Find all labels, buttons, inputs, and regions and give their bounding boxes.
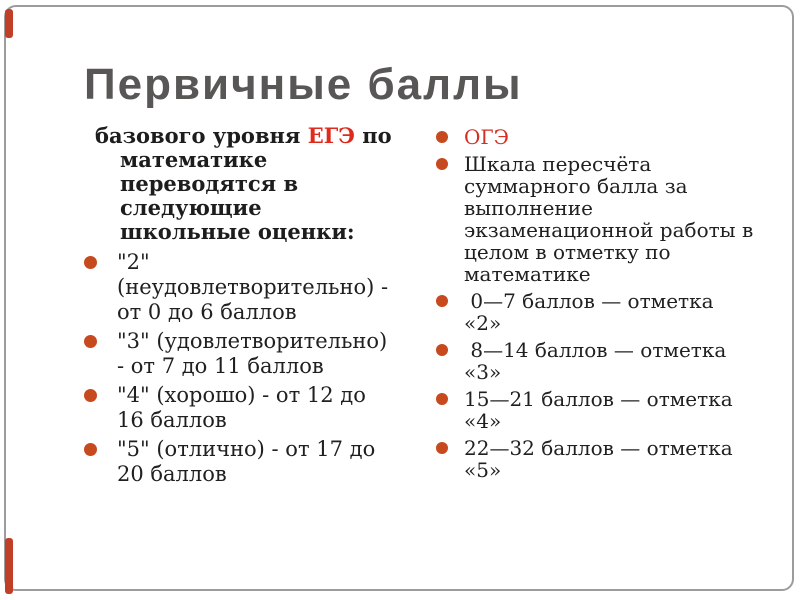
- bullet-icon: [84, 389, 97, 402]
- list-item-text: Шкала пересчёта суммарного балла за выполнение экзаменационной работы в целом в отметку по математике: [464, 152, 760, 286]
- bullet-icon: [436, 131, 448, 143]
- intro-paragraph: [84, 124, 398, 244]
- list-item-text: "5" (отлично) - от 17 до 20 баллов: [117, 437, 382, 486]
- bullet-icon: [436, 393, 448, 405]
- intro-text-after: по математике переводятся в следующие школьные оценки:: [120, 123, 392, 244]
- list-item-grade-4: [84, 383, 398, 433]
- list-item-grade-5: [84, 437, 398, 487]
- list-item-text: "4" (хорошо) - от 12 до 16 баллов: [117, 383, 373, 432]
- bullet-icon: [436, 295, 448, 307]
- bullet-icon: [436, 442, 448, 454]
- bullet-icon: [84, 443, 97, 456]
- list-item-oge-heading: [436, 126, 756, 148]
- bullet-icon: [84, 256, 97, 269]
- slide-title: Первичные баллы: [84, 60, 523, 109]
- intro-highlight-ege: ЕГЭ: [307, 123, 355, 148]
- list-item-grade-3: [84, 329, 398, 379]
- ege-grade-list: [84, 250, 398, 487]
- list-item-mark-5: [436, 437, 756, 481]
- list-item-mark-2: [436, 290, 756, 334]
- list-item-text: ОГЭ: [464, 125, 509, 149]
- list-item-text: "3" (удовлетворительно) - от 7 до 11 баллов: [117, 329, 394, 378]
- list-item-mark-4: [436, 388, 756, 432]
- list-item-scale-description: [436, 152, 760, 286]
- right-column: [436, 125, 760, 482]
- list-item-text: 22—32 баллов — отметка «5»: [464, 436, 739, 482]
- oge-scale-list: [436, 125, 760, 482]
- list-item-mark-3: [436, 339, 756, 383]
- list-item-text: 0—7 баллов — отметка «2»: [464, 289, 720, 335]
- bullet-icon: [436, 158, 448, 170]
- intro-text-before: базового уровня: [95, 123, 308, 148]
- list-item-text: "2" (неудовлетворительно) - от 0 до 6 баллов: [117, 250, 395, 324]
- left-column: [84, 124, 398, 487]
- list-item-text: 8—14 баллов — отметка «3»: [464, 338, 733, 384]
- left-edge-accent-dash-top: [5, 9, 13, 38]
- left-edge-accent-dash-bottom: [5, 538, 13, 594]
- bullet-icon: [84, 335, 97, 348]
- bullet-icon: [436, 344, 448, 356]
- list-item-text: 15—21 баллов — отметка «4»: [464, 387, 739, 433]
- list-item-grade-2: [84, 250, 398, 325]
